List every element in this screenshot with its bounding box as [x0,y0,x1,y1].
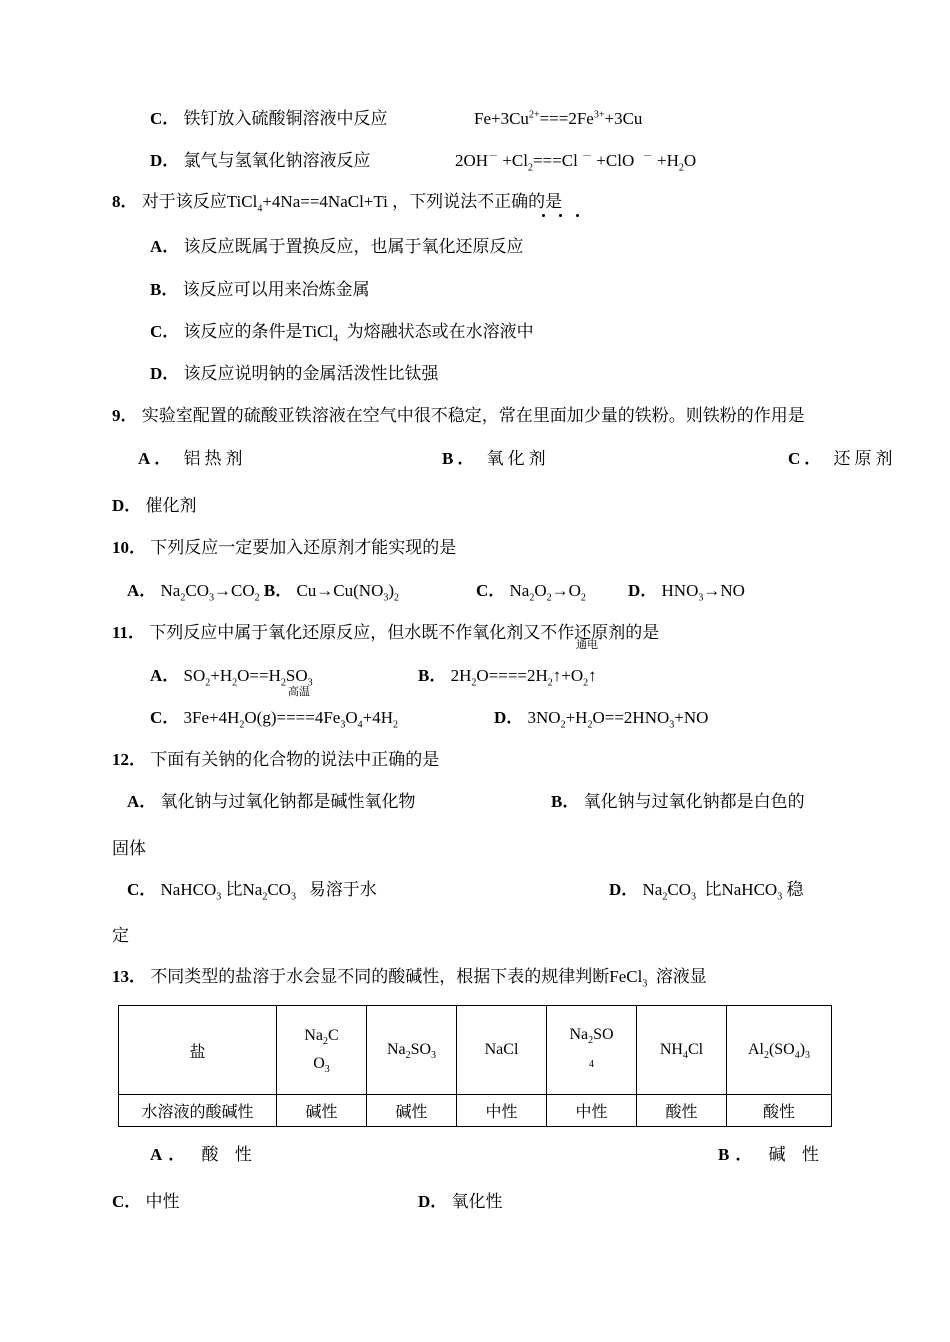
emphasis-text: 不正确 [477,192,529,211]
emphasis-dot [576,214,579,217]
q9-stem: 9． 实验室配置的硫酸亚铁溶液在空气中很不稳定，常在里面加少量的铁粉。则铁粉的作用是 [112,406,805,425]
condition-high-temp: 高温 [288,686,310,698]
row-header-acidity: 水溶液的酸碱性 [119,1095,277,1127]
table-cell: 碱性 [277,1095,367,1127]
salt-cell-al2so43: $Al_2(SO_4)_3$ [727,1006,832,1095]
q8-option-a: A． 该反应既属于置换反应，也属于氧化还原反应 [150,237,524,256]
q12-option-b: B． 氧化钠与过氧化钠都是白色的 [551,792,805,811]
q10-options-cd: C． $Na_2O_2\to O_2$ [476,581,586,604]
emphasis-dot [559,214,562,217]
q9-option-a: A． 铝热剂 [138,449,247,468]
q10-options: A． $Na_2CO_3\to CO_2$ B． $Cu\to Cu(NO_3)_2$ [127,581,400,604]
q11-option-b: B． $2H_2O====2H_2↑+O_2↑$ [418,666,597,689]
q12-option-b-continued: 固体 [112,839,146,858]
q13-stem: 13． 不同类型的盐溶于水会显不同的酸碱性，根据下表的规律判断FeCl$_3$ 溶液显 [112,967,707,990]
q12-option-d-continued: 定 [112,926,129,945]
q8-option-d: D． 该反应说明钠的金属活泼性比钛强 [150,364,439,383]
q9-option-d: D． 催化剂 [112,496,197,515]
table-cell: 碱性 [367,1095,457,1127]
table-row [119,1006,832,1095]
q11-option-a: A． $SO_2+H_2O==H_2SO_3$ [150,666,313,689]
salt-cell-na2co3: $Na_2C$ $O_3$ [277,1006,367,1095]
table-cell: 酸性 [637,1095,727,1127]
q7-option-c-equation: $Fe+3Cu^{2+}===2Fe^{3+}+3Cu$ [474,109,643,128]
q12-option-a: A． 氧化钠与过氧化钠都是碱性氧化物 [127,792,416,811]
table-cell: 酸性 [727,1095,832,1127]
q8-stem: 8． 对于该反应TiCl$_4$+4Na==4NaCl+Ti ，下列说法不正确的是 [112,192,563,215]
q7-option-d-equation: $2OH^- +Cl_2===Cl$ － +ClO $^- +H_2O$ [455,151,697,174]
salt-cell-na2so4: $Na_2SO$ 4 [547,1006,637,1095]
q11-option-c: C． $3Fe+4H_2O(g)====4Fe_3O_4+4H_2$ [150,708,399,731]
condition-electrolysis: 通电 [576,639,598,651]
q7-option-d: D． 氯气与氢氧化钠溶液反应 [150,151,371,170]
q10-option-d: D． $HNO_3\to NO$ [628,581,745,604]
q13-option-b: B． 碱 性 [718,1145,825,1164]
q8-option-b: B． 该反应可以用来冶炼金属 [150,280,370,299]
q9-option-c: C． 还原剂 [788,449,897,468]
salt-cell-nacl: NaCl [457,1006,547,1095]
row-header-salt: 盐 [119,1006,277,1095]
emphasis-dot [542,214,545,217]
q13-option-d: D． 氧化性 [418,1192,503,1211]
q12-option-c: C． NaHCO$_3$ 比$Na_2CO_3$ 易溶于水 [127,880,377,903]
q11-stem: 11． 下列反应中属于氧化还原反应，但水既不作氧化剂又不作还原剂的是 [112,623,660,642]
q12-stem: 12． 下面有关钠的化合物的说法中正确的是 [112,750,440,769]
table-cell: 中性 [547,1095,637,1127]
table-row [119,1095,832,1127]
salt-acidity-table [118,1005,832,1127]
salt-cell-na2so3: $Na_2SO_3$ [367,1006,457,1095]
q8-option-c: C． 该反应的条件是TiCl$_4$ 为熔融状态或在水溶液中 [150,322,534,345]
q7-option-c: C． 铁钉放入硫酸铜溶液中反应 [150,109,388,128]
q11-option-d: D． $3NO_2+H_2O==2HNO_3+NO$ [494,708,709,731]
q9-option-b: B． 氧化剂 [442,449,550,468]
table-cell: 中性 [457,1095,547,1127]
salt-cell-nh4cl: $NH_4Cl$ [637,1006,727,1095]
q12-option-d: D． $Na_2CO_3$ 比NaHCO$_3$ 稳 [609,880,804,903]
q10-stem: 10． 下列反应一定要加入还原剂才能实现的是 [112,538,457,557]
q13-option-c: C． 中性 [112,1192,180,1211]
q13-option-a: A． 酸 性 [150,1145,258,1164]
